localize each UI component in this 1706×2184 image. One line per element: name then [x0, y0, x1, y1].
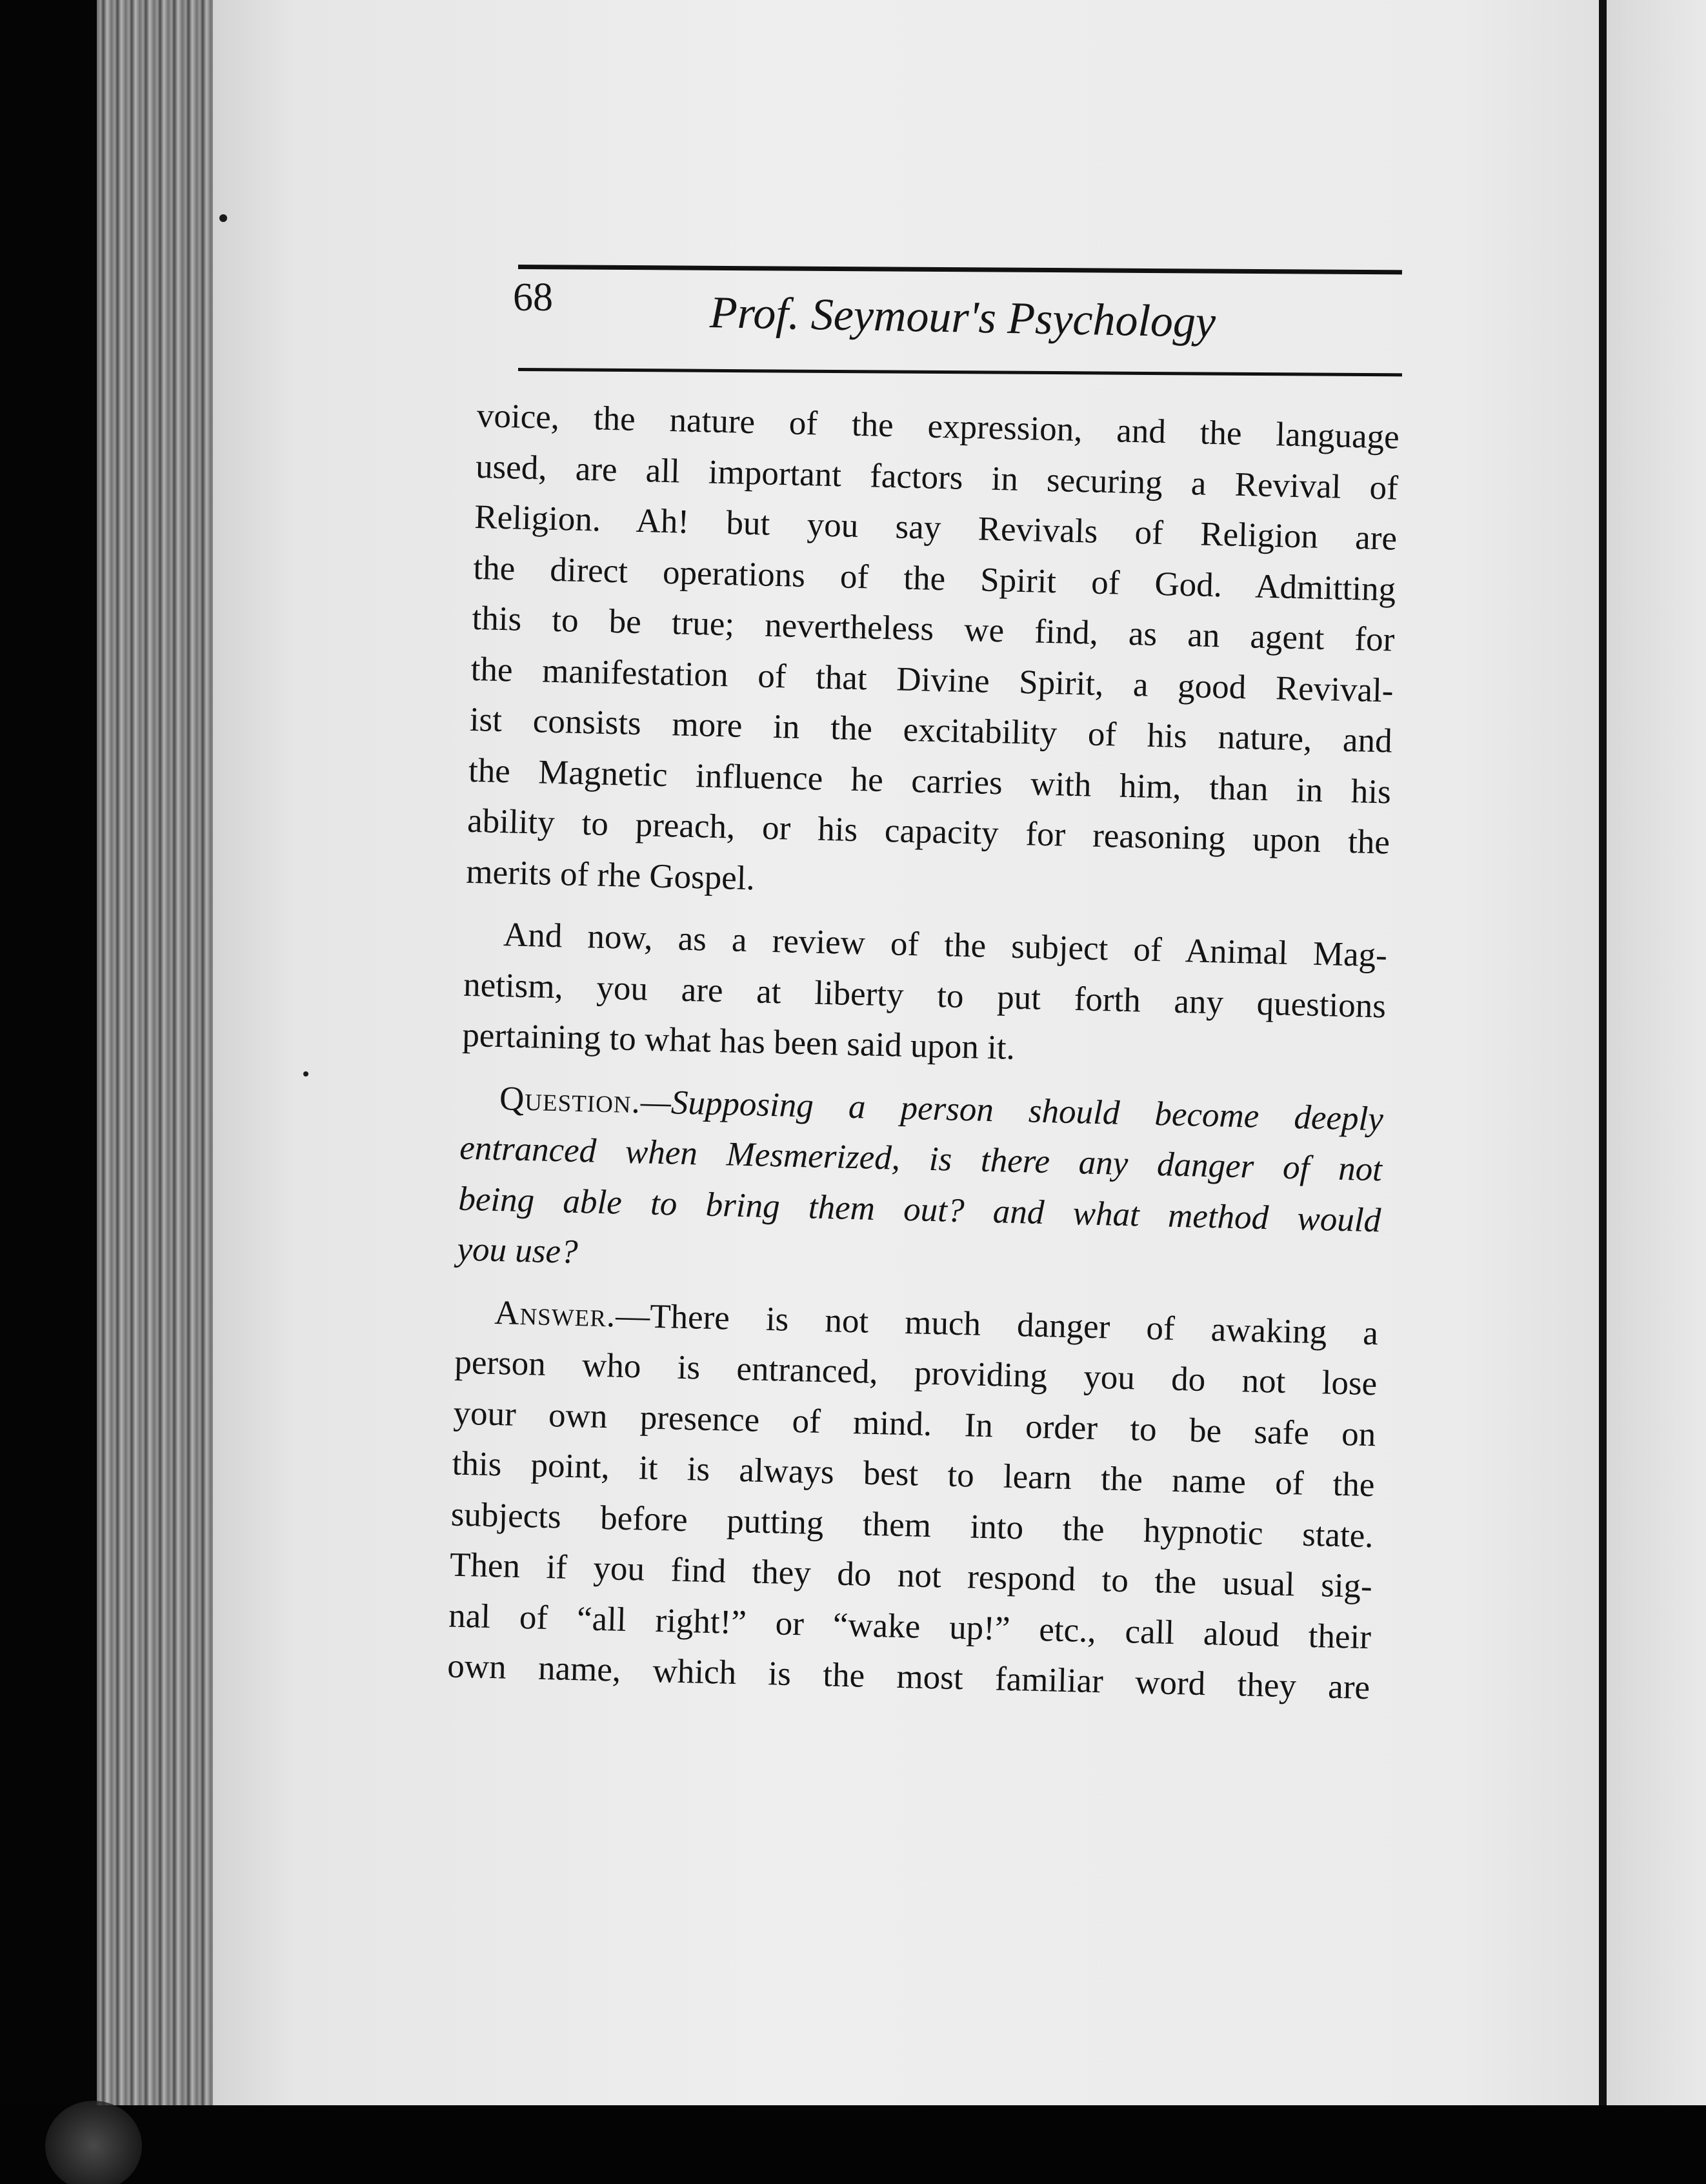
- text-line: netism, you are at liberty to put forth any questions: [463, 966, 1387, 1025]
- text-line: ist consists more in the excitability of his nature, and: [469, 700, 1393, 760]
- question-text: —Supposing a person should become deeply: [640, 1082, 1384, 1138]
- text-line: you use?: [456, 1230, 579, 1271]
- text-line: Religion. Ah! but you say Revivals of Religion are: [474, 498, 1398, 558]
- facing-page-edge: [1607, 0, 1706, 2123]
- answer-label: Answer.: [494, 1293, 617, 1334]
- page-number: 68: [513, 276, 553, 319]
- text-line: this point, it is always best to learn the name of the: [452, 1444, 1376, 1504]
- scan-border-bottom: [0, 2105, 1706, 2184]
- text-line: the manifestation of that Divine Spirit, a good Revival-: [470, 650, 1394, 710]
- speck: [303, 1071, 308, 1077]
- speck: [219, 214, 227, 222]
- page-edges: [97, 0, 226, 2123]
- text-line: subjects before putting them into the hypnotic state.: [450, 1495, 1374, 1555]
- text-line: own name, which is the most familiar word they are: [447, 1647, 1370, 1707]
- running-title: Prof. Seymour's Psychology: [709, 288, 1216, 348]
- text-line: nal of “all right!” or “wake up!” etc., call aloud their: [448, 1596, 1372, 1656]
- question-paragraph: [457, 1072, 1384, 1297]
- question-label: Question.: [499, 1079, 641, 1120]
- body-text: [447, 390, 1400, 1714]
- answer-text: —There is not much danger of awaking a: [615, 1296, 1379, 1352]
- library-seal: [45, 2101, 142, 2184]
- text-line: ability to preach, or his capacity for reasoning upon the: [467, 802, 1390, 862]
- answer-paragraph: [447, 1286, 1378, 1714]
- text-line: being able to bring them out? and what method would: [457, 1180, 1381, 1239]
- paragraph: [462, 909, 1388, 1082]
- text-line: merits of rhe Gospel.: [465, 853, 756, 897]
- text-line: person who is entranced, providing you do not lose: [454, 1343, 1378, 1403]
- text-line: the Magnetic influence he carries with him, than in his: [468, 751, 1392, 811]
- text-line: pertaining to what has been said upon it.: [461, 1016, 1016, 1067]
- text-line: voice, the nature of the expression, and the language: [476, 396, 1400, 456]
- text-line: the direct operations of the Spirit of God. Admitting: [472, 549, 1396, 609]
- paragraph: [466, 390, 1400, 918]
- text-line: this to be true; nevertheless we find, as an agent for: [472, 599, 1395, 659]
- text-line: entranced when Mesmerized, is there any danger of not: [459, 1129, 1383, 1189]
- text-line: Then if you find they do not respond to the usual sig-: [449, 1546, 1373, 1606]
- text-line: used, are all important factors in securing a Revival of: [475, 447, 1399, 507]
- text-line: And now, as a review of the subject of Animal Mag-: [503, 916, 1388, 975]
- text-line: your own presence of mind. In order to be safe on: [452, 1394, 1376, 1453]
